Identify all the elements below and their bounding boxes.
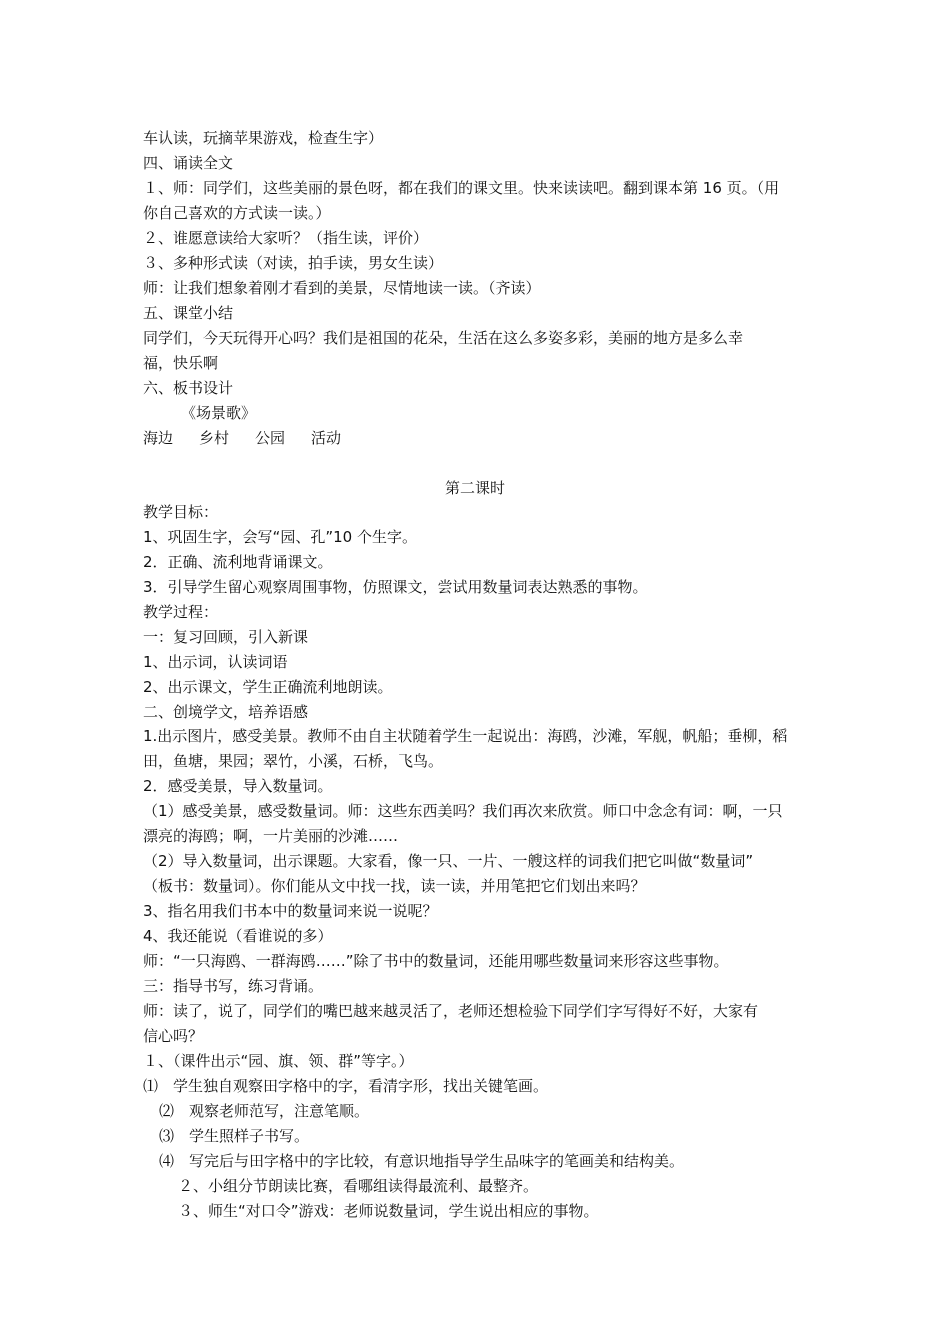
text-line: （1）感受美景，感受数量词。师：这些东西美吗？我们再次来欣赏。师口中念念有词：啊，一只	[143, 802, 783, 820]
board-words	[143, 426, 823, 450]
text-line: 福，快乐啊	[143, 354, 219, 372]
text-line: ⑶ 学生照样子书写。	[159, 1127, 310, 1145]
text-line: 师：“一只海鸥、一群海鸥……”除了书中的数量词，还能用哪些数量词来形容这些事物。	[143, 952, 729, 970]
text-line: 师：让我们想象着刚才看到的美景，尽情地读一读。（齐读）	[143, 279, 541, 297]
text-line: ⑴ 学生独自观察田字格中的字，看清字形，找出关键笔画。	[143, 1077, 549, 1095]
text-line: 田，鱼塘，果园；翠竹，小溪，石桥，飞鸟。	[143, 752, 444, 770]
section-title: 第二课时	[444, 479, 505, 497]
text-line: 2．正确、流利地背诵课文。	[143, 553, 333, 571]
text-line: ２、谁愿意读给大家听？（指生读，评价）	[143, 229, 429, 247]
board-title: 《场景歌》	[181, 404, 257, 422]
board-word: 乡村	[199, 429, 230, 447]
text-line: 教学目标：	[143, 503, 219, 521]
text-line: ３、多种形式读（对读，拍手读，男女生读）	[143, 254, 444, 272]
text-line: 车认读，玩摘苹果游戏，检查生字）	[143, 129, 384, 147]
text-line: （2）导入数量词，出示课题。大家看，像一只、一片、一艘这样的词我们把它叫做“数量词”	[143, 852, 754, 870]
text-line: ３、师生“对口令”游戏：老师说数量词，学生说出相应的事物。	[178, 1202, 599, 1220]
text-line: 师：读了，说了，同学们的嘴巴越来越灵活了，老师还想检验下同学们字写得好不好，大家有	[143, 1002, 759, 1020]
heading-6: 六、板书设计	[143, 379, 234, 397]
text-line: 1.出示图片，感受美景。教师不由自主状随着学生一起说出：海鸥，沙滩，军舰，帆船；垂柳，稻	[143, 727, 788, 745]
text-line: ２、小组分节朗读比赛，看哪组读得最流利、最整齐。	[178, 1177, 539, 1195]
text-line: 漂亮的海鸥；啊，一片美丽的沙滩……	[143, 827, 399, 845]
text-line: （板书：数量词）。你们能从文中找一找，读一读，并用笔把它们划出来吗？	[143, 877, 646, 895]
text-line: 信心吗？	[143, 1027, 204, 1045]
text-line: 一：复习回顾，引入新课	[143, 628, 309, 646]
text-line: 二、创境学文，培养语感	[143, 703, 309, 721]
heading-4: 四、诵读全文	[143, 154, 234, 172]
text-line: 教学过程：	[143, 603, 219, 621]
text-line: 3、指名用我们书本中的数量词来说一说呢？	[143, 902, 438, 920]
text-line: ⑷ 写完后与田字格中的字比较，有意识地指导学生品味字的笔画美和结构美。	[159, 1152, 685, 1170]
text-line: １、（课件出示“园、旗、领、群”等字。）	[143, 1052, 414, 1070]
text-line: 2、出示课文，学生正确流利地朗读。	[143, 678, 393, 696]
board-word: 公园	[255, 429, 286, 447]
text-line: 同学们，今天玩得开心吗？我们是祖国的花朵，生活在这么多姿多彩，美丽的地方是多么幸	[143, 329, 744, 347]
text-line: 3．引导学生留心观察周围事物，仿照课文，尝试用数量词表达熟悉的事物。	[143, 578, 648, 596]
text-line: 你自己喜欢的方式读一读。）	[143, 204, 331, 222]
board-word: 海边	[143, 429, 174, 447]
heading-5: 五、课堂小结	[143, 304, 234, 322]
text-line: 三：指导书写，练习背诵。	[143, 977, 324, 995]
text-line: 1、巩固生字，会写“园、孔”10 个生字。	[143, 528, 417, 546]
text-line: 1、出示词，认读词语	[143, 653, 288, 671]
text-line: １、师：同学们，这些美丽的景色呀，都在我们的课文里。快来读读吧。翻到课本第 16 页。（用	[143, 179, 780, 197]
text-line: ⑵ 观察老师范写，注意笔顺。	[159, 1102, 370, 1120]
text-line: 2．感受美景，导入数量词。	[143, 777, 333, 795]
text-line: 4、我还能说（看谁说的多）	[143, 927, 333, 945]
board-word: 活动	[311, 429, 342, 447]
